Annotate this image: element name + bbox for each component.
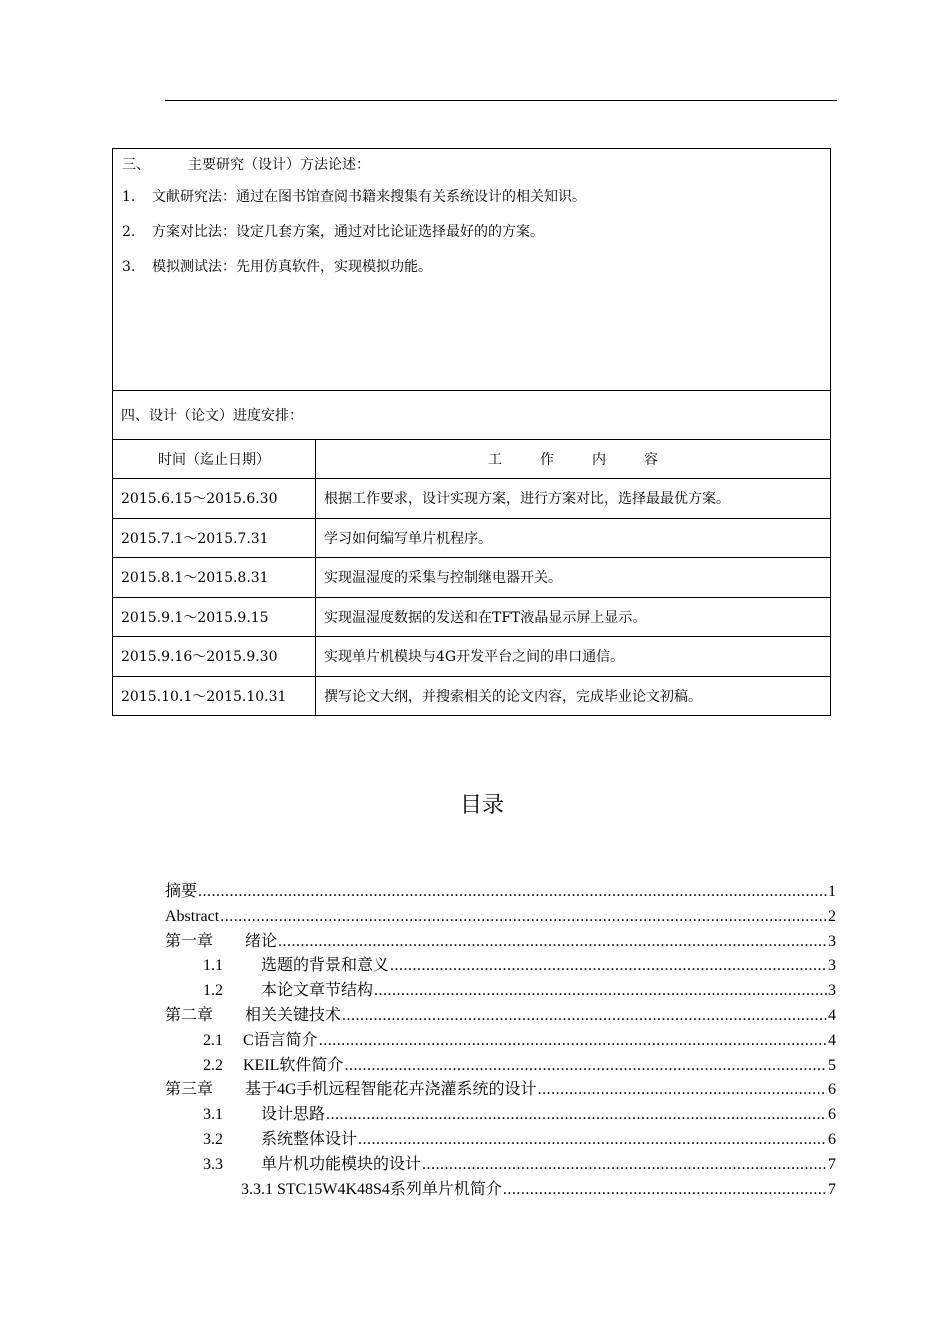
toc-leader (422, 1153, 827, 1178)
row-time: 2015.8.1～2015.8.31 (113, 558, 316, 598)
table-row (113, 479, 831, 519)
method-item: 1. 文献研究法：通过在图书馆查阅书籍来搜集有关系统设计的相关知识。 (122, 189, 586, 205)
toc-leader (220, 905, 827, 930)
toc-leader (344, 1054, 827, 1079)
toc-leader (319, 1029, 827, 1054)
toc-entry[interactable]: 2.2 KEIL软件简介 ..... 5 (165, 1054, 836, 1079)
toc-page: 7 (828, 1155, 836, 1173)
toc-entry[interactable]: 第三章 基于4G手机远程智能花卉浇灌系统的设计 ..... 6 (165, 1078, 836, 1103)
toc-entry[interactable]: 1.2 本论文章节结构 ..... 3 (165, 979, 836, 1004)
toc-leader (358, 1128, 827, 1153)
row-work: 撰写论文大纲，并搜索相关的论文内容，完成毕业论文初稿。 (316, 676, 831, 716)
toc-page: 7 (828, 1180, 836, 1198)
row-time: 2015.10.1～2015.10.31 (113, 676, 316, 716)
row-work: 实现温湿度的采集与控制继电器开关。 (316, 558, 831, 598)
row-time: 2015.7.1～2015.7.31 (113, 518, 316, 558)
toc-page: 6 (828, 1081, 836, 1099)
toc-entry[interactable]: 3.2 系统整体设计 ..... 6 (165, 1128, 836, 1153)
toc-leader (374, 979, 827, 1004)
section3-heading: 三、 主要研究（设计）方法论述： (122, 157, 370, 173)
toc-page: 4 (828, 1006, 836, 1024)
toc-entry[interactable]: 第二章 相关关键技术 ..... 4 (165, 1004, 836, 1029)
toc-entry[interactable]: 摘要 ..... 1 (165, 880, 836, 905)
toc-page: 1 (828, 883, 836, 900)
toc-page: 6 (828, 1130, 836, 1148)
toc-leader (538, 1078, 827, 1103)
toc-leader (390, 954, 827, 979)
research-methods-cell (113, 149, 831, 391)
toc-entry[interactable]: 第一章 绪论 ..... 3 (165, 930, 836, 955)
table-row (113, 676, 831, 716)
toc-entry[interactable]: 1.1 选题的背景和意义 ..... 3 (165, 954, 836, 979)
toc-page: 3 (828, 982, 836, 1000)
toc-leader (198, 880, 827, 905)
toc-page: 4 (828, 1031, 836, 1049)
row-work: 学习如何编写单片机程序。 (316, 518, 831, 558)
table-row (113, 637, 831, 677)
toc-leader (326, 1103, 827, 1128)
row-time: 2015.6.15～2015.6.30 (113, 479, 316, 519)
row-work: 根据工作要求，设计实现方案，进行方案对比，选择最最优方案。 (316, 479, 831, 519)
section4-heading: 四、设计（论文）进度安排： (113, 391, 831, 440)
column-header-time: 时间（迄止日期） (113, 440, 316, 479)
table-row (113, 597, 831, 637)
progress-table (112, 148, 831, 716)
toc-entry[interactable]: Abstract ..... 2 (165, 905, 836, 930)
table-row (113, 518, 831, 558)
row-time: 2015.9.1～2015.9.15 (113, 597, 316, 637)
method-item: 3. 模拟测试法：先用仿真软件，实现模拟功能。 (122, 259, 432, 275)
table-row (113, 558, 831, 598)
toc-leader (278, 930, 827, 955)
row-time: 2015.9.16～2015.9.30 (113, 637, 316, 677)
row-work: 实现单片机模块与4G开发平台之间的串口通信。 (316, 637, 831, 677)
toc-page: 3 (828, 932, 836, 950)
row-work: 实现温湿度数据的发送和在TFT液晶显示屏上显示。 (316, 597, 831, 637)
table-of-contents (165, 880, 836, 1202)
toc-page: 2 (828, 907, 836, 925)
header-rule (165, 100, 837, 101)
toc-entry[interactable]: 3.1 设计思路 ..... 6 (165, 1103, 836, 1128)
toc-page: 3 (828, 957, 836, 975)
toc-page: 5 (828, 1056, 836, 1074)
toc-entry[interactable]: 3.3 单片机功能模块的设计 ..... 7 (165, 1153, 836, 1178)
column-header-work: 工 作 内 容 (316, 440, 831, 479)
toc-leader (503, 1178, 827, 1203)
toc-entry[interactable]: 2.1 C语言简介 ..... 4 (165, 1029, 836, 1054)
toc-leader (342, 1004, 827, 1029)
toc-entry[interactable]: 3.3.1 STC15W4K48S4系列单片机简介 ..... 7 (165, 1178, 836, 1203)
method-item: 2. 方案对比法：设定几套方案，通过对比论证选择最好的的方案。 (122, 224, 544, 240)
toc-page: 6 (828, 1106, 836, 1124)
toc-title: 目录 (459, 793, 504, 818)
